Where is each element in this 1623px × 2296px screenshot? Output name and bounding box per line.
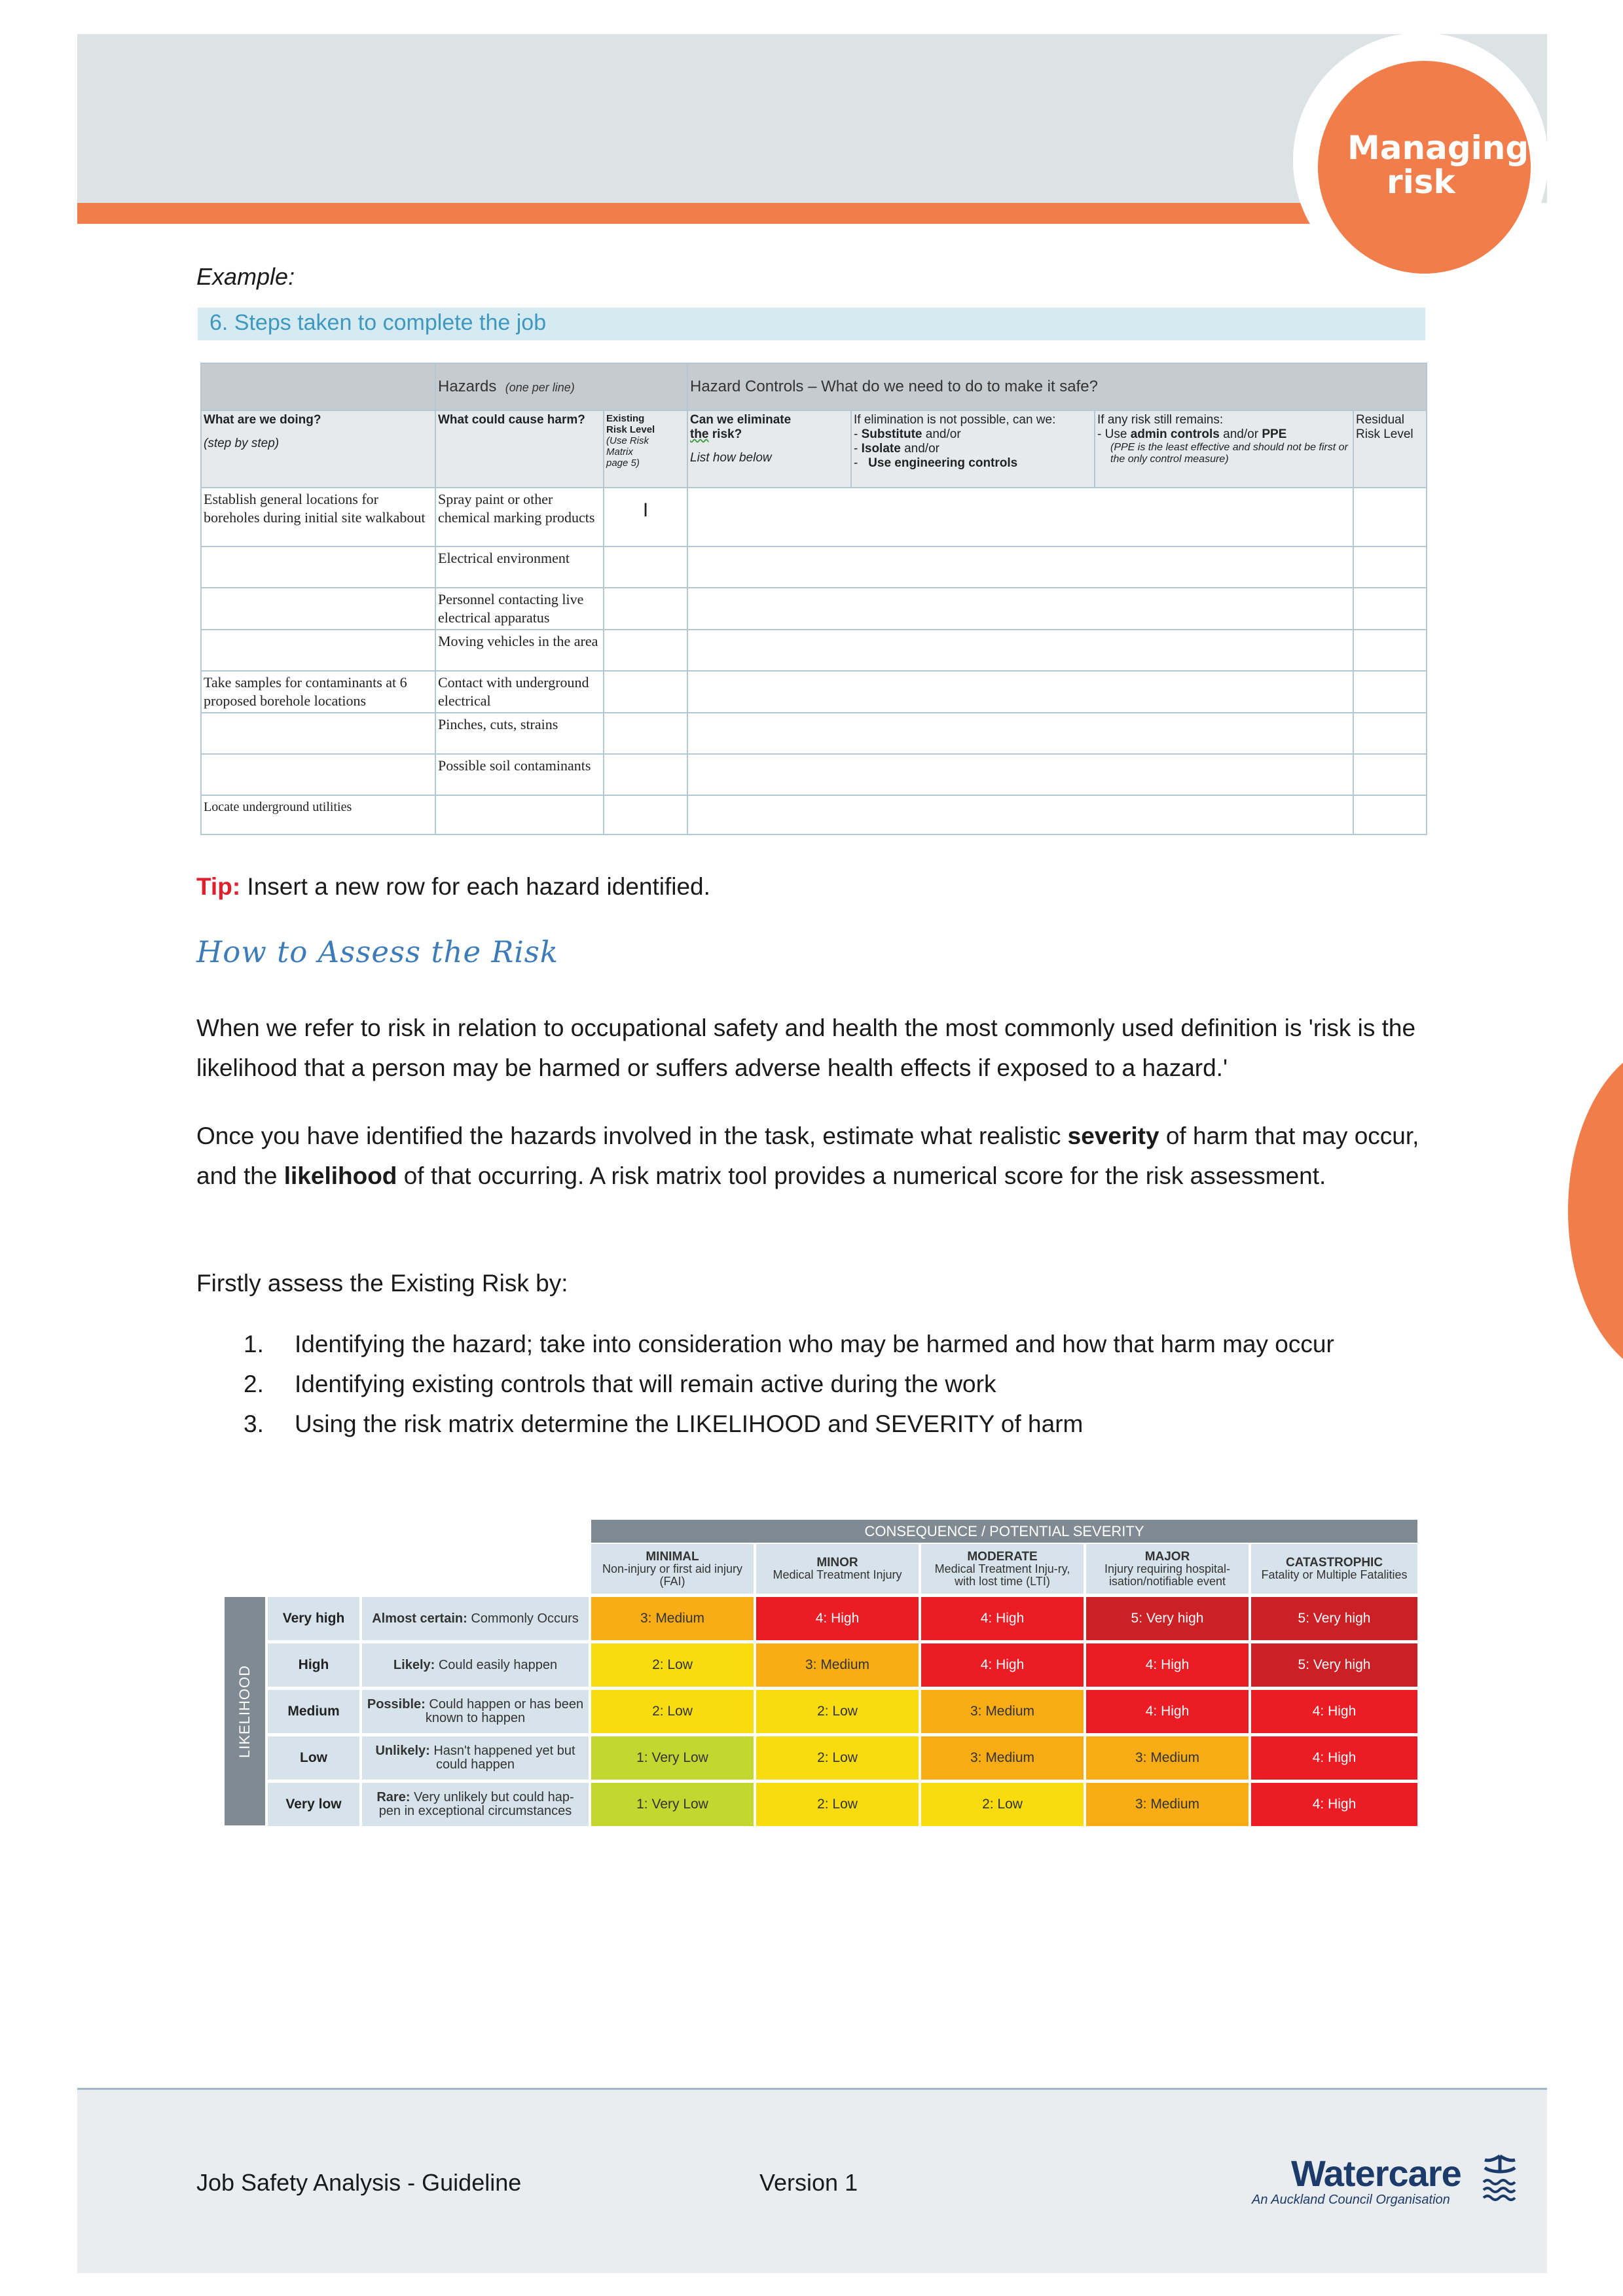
risk-cell: 3: Medium <box>591 1597 754 1640</box>
table-column-header-row <box>201 410 1427 488</box>
footer-document-title: Job Safety Analysis - Guideline <box>196 2169 522 2196</box>
risk-cell: 2: Low <box>756 1783 919 1826</box>
likelihood-description: Almost certain: Commonly Occurs <box>362 1597 589 1640</box>
risk-cell: 1: Very Low <box>591 1783 754 1826</box>
footer-version: Version 1 <box>759 2169 858 2196</box>
table-row <box>201 588 1427 630</box>
likelihood-level: Medium <box>268 1690 359 1733</box>
list-item: 3. Using the risk matrix determine the LIKELIHOOD and SEVERITY of harm <box>244 1410 1084 1437</box>
severity-catastrophic: CATASTROPHIC Fatality or Multiple Fatalities <box>1251 1544 1417 1594</box>
col-doing-header: What are we doing? (step by step) <box>201 410 435 488</box>
risk-cell: 4: High <box>756 1597 919 1640</box>
table-row <box>201 671 1427 713</box>
controls-group-header: Hazard Controls – What do we need to do to make it safe? <box>687 363 1427 410</box>
risk-cell: 5: Very high <box>1251 1597 1417 1640</box>
row-controls-cell[interactable] <box>687 795 1353 834</box>
risk-matrix <box>225 1520 1417 1825</box>
assess-risk-heading: How to Assess the Risk <box>196 935 559 969</box>
likelihood-level: High <box>268 1643 359 1687</box>
likelihood-axis-label: LIKELIHOOD <box>225 1597 265 1825</box>
risk-cell: 3: Medium <box>1086 1783 1249 1826</box>
row-existing-cell[interactable] <box>604 630 687 671</box>
col-cause-header: What could cause harm? <box>435 410 604 488</box>
row-residual-cell[interactable] <box>1353 671 1427 713</box>
severity-minor: MINOR Medical Treatment Injury <box>756 1544 919 1594</box>
row-doing-cell[interactable]: Establish general locations for boreholes during initial site walkabout <box>201 488 435 547</box>
row-controls-cell[interactable] <box>687 630 1353 671</box>
severity-minimal: MINIMAL Non-injury or first aid injury (FAI) <box>591 1544 754 1594</box>
risk-cell: 2: Low <box>756 1736 919 1780</box>
table-row <box>201 754 1427 795</box>
severity-likelihood-paragraph: Once you have identified the hazards involved in the task, estimate what realistic severity of harm that may occur, and the likelihood of that occurring. A risk matrix tool provides a numerical score for the risk assessment. <box>196 1122 1419 1189</box>
list-item: 1. Identifying the hazard; take into consideration who may be harmed and how that harm may occur <box>244 1331 1334 1357</box>
list-item: 2. Identifying existing controls that will remain active during the work <box>244 1371 996 1397</box>
row-existing-cell[interactable] <box>604 671 687 713</box>
risk-definition-paragraph: When we refer to risk in relation to occupational safety and health the most commonly used definition is 'risk is the likelihood that a person may be harmed or suffers adverse health effects if exposed to a hazard.' <box>196 1014 1416 1081</box>
risk-cell: 1: Very Low <box>591 1736 754 1780</box>
header-blank <box>201 363 435 410</box>
table-row <box>201 713 1427 754</box>
row-controls-cell[interactable] <box>687 713 1353 754</box>
table-row <box>201 630 1427 671</box>
row-residual-cell[interactable] <box>1353 795 1427 834</box>
row-residual-cell[interactable] <box>1353 754 1427 795</box>
col-substitute-header: If elimination is not possible, can we: - Substitute and/or - Isolate and/or - Use engineering controls <box>851 410 1095 488</box>
row-cause-cell[interactable]: Moving vehicles in the area <box>435 630 604 671</box>
row-doing-cell[interactable]: Take samples for contaminants at 6 proposed borehole locations <box>201 671 435 713</box>
risk-cell: 2: Low <box>756 1690 919 1733</box>
risk-cell: 3: Medium <box>921 1736 1084 1780</box>
hazards-group-header: Hazards (one per line) <box>435 363 687 410</box>
table-group-header-row <box>201 363 1427 410</box>
row-existing-cell[interactable] <box>604 795 687 834</box>
row-doing-cell[interactable] <box>201 588 435 630</box>
row-residual-cell[interactable] <box>1353 547 1427 588</box>
risk-cell: 4: High <box>1251 1736 1417 1780</box>
table-row <box>201 547 1427 588</box>
risk-cell: 4: High <box>1086 1643 1249 1687</box>
row-cause-cell[interactable]: Contact with underground electrical <box>435 671 604 713</box>
severity-axis-header: CONSEQUENCE / POTENTIAL SEVERITY <box>591 1520 1417 1543</box>
col-eliminate-header: Can we eliminate the risk? List how below <box>687 410 851 488</box>
row-existing-cell[interactable] <box>604 713 687 754</box>
risk-cell: 3: Medium <box>921 1690 1084 1733</box>
likelihood-description: Possible: Could happen or has been known to happen <box>362 1690 589 1733</box>
section-title: 6. Steps taken to complete the job <box>210 310 547 335</box>
table-row <box>201 795 1427 834</box>
row-residual-cell[interactable] <box>1353 588 1427 630</box>
row-residual-cell[interactable] <box>1353 488 1427 547</box>
row-existing-cell[interactable] <box>604 547 687 588</box>
row-cause-cell[interactable]: Pinches, cuts, strains <box>435 713 604 754</box>
side-decoration-arc <box>1568 1041 1623 1381</box>
likelihood-description: Likely: Could easily happen <box>362 1643 589 1687</box>
row-doing-cell[interactable] <box>201 754 435 795</box>
header-accent-stripe <box>77 203 1380 224</box>
risk-cell: 2: Low <box>921 1783 1084 1826</box>
row-cause-cell[interactable]: Spray paint or other chemical marking products <box>435 488 604 547</box>
row-doing-cell[interactable] <box>201 630 435 671</box>
row-residual-cell[interactable] <box>1353 630 1427 671</box>
row-cause-cell[interactable] <box>435 795 604 834</box>
row-controls-cell[interactable] <box>687 754 1353 795</box>
row-controls-cell[interactable] <box>687 547 1353 588</box>
severity-moderate: MODERATE Medical Treatment Inju-ry, with lost time (LTI) <box>921 1544 1084 1594</box>
row-existing-cell[interactable] <box>604 588 687 630</box>
watercare-wave-icon <box>1481 2153 1519 2204</box>
likelihood-level: Very low <box>268 1783 359 1826</box>
row-existing-cell[interactable] <box>604 754 687 795</box>
likelihood-level: Low <box>268 1736 359 1780</box>
risk-cell: 2: Low <box>591 1643 754 1687</box>
row-existing-cell[interactable]: I <box>604 488 687 547</box>
row-cause-cell[interactable]: Possible soil contaminants <box>435 754 604 795</box>
likelihood-level: Very high <box>268 1597 359 1640</box>
col-remains-header: If any risk still remains: - Use admin controls and/or PPE (PPE is the least effective and should not be first or the only control measure) <box>1095 410 1353 488</box>
row-controls-cell[interactable] <box>687 671 1353 713</box>
risk-cell: 2: Low <box>591 1690 754 1733</box>
risk-cell: 5: Very high <box>1086 1597 1249 1640</box>
risk-cell: 4: High <box>1086 1690 1249 1733</box>
risk-cell: 5: Very high <box>1251 1643 1417 1687</box>
risk-cell: 4: High <box>1251 1783 1417 1826</box>
col-existing-header: Existing Risk Level (Use Risk Matrix page 5) <box>604 410 687 488</box>
col-residual-header: Residual Risk Level <box>1353 410 1427 488</box>
risk-cell: 4: High <box>921 1597 1084 1640</box>
row-doing-cell[interactable]: Locate underground utilities <box>201 795 435 834</box>
risk-cell: 3: Medium <box>1086 1736 1249 1780</box>
example-label: Example: <box>196 263 295 290</box>
row-doing-cell[interactable] <box>201 547 435 588</box>
existing-risk-intro: Firstly assess the Existing Risk by: <box>196 1270 568 1297</box>
likelihood-description: Unlikely: Hasn't happened yet but could happen <box>362 1736 589 1780</box>
row-controls-cell[interactable] <box>687 488 1353 547</box>
row-doing-cell[interactable] <box>201 713 435 754</box>
watercare-logo-text: Watercare <box>1291 2153 1461 2194</box>
watercare-tagline: An Auckland Council Organisation <box>1252 2193 1450 2207</box>
risk-cell: 4: High <box>1251 1690 1417 1733</box>
tip-note: Tip: Insert a new row for each hazard identified. <box>196 873 710 900</box>
row-cause-cell[interactable]: Electrical environment <box>435 547 604 588</box>
row-cause-cell[interactable]: Personnel contacting live electrical apparatus <box>435 588 604 630</box>
table-row <box>201 488 1427 547</box>
row-residual-cell[interactable] <box>1353 713 1427 754</box>
risk-cell: 4: High <box>921 1643 1084 1687</box>
job-steps-table <box>200 363 1427 835</box>
managing-risk-logo-text: Managing risk <box>1347 129 1529 201</box>
row-controls-cell[interactable] <box>687 588 1353 630</box>
likelihood-description: Rare: Very unlikely but could hap-pen in exceptional circumstances <box>362 1783 589 1826</box>
severity-major: MAJOR Injury requiring hospital-isation/notifiable event <box>1086 1544 1249 1594</box>
risk-cell: 3: Medium <box>756 1643 919 1687</box>
